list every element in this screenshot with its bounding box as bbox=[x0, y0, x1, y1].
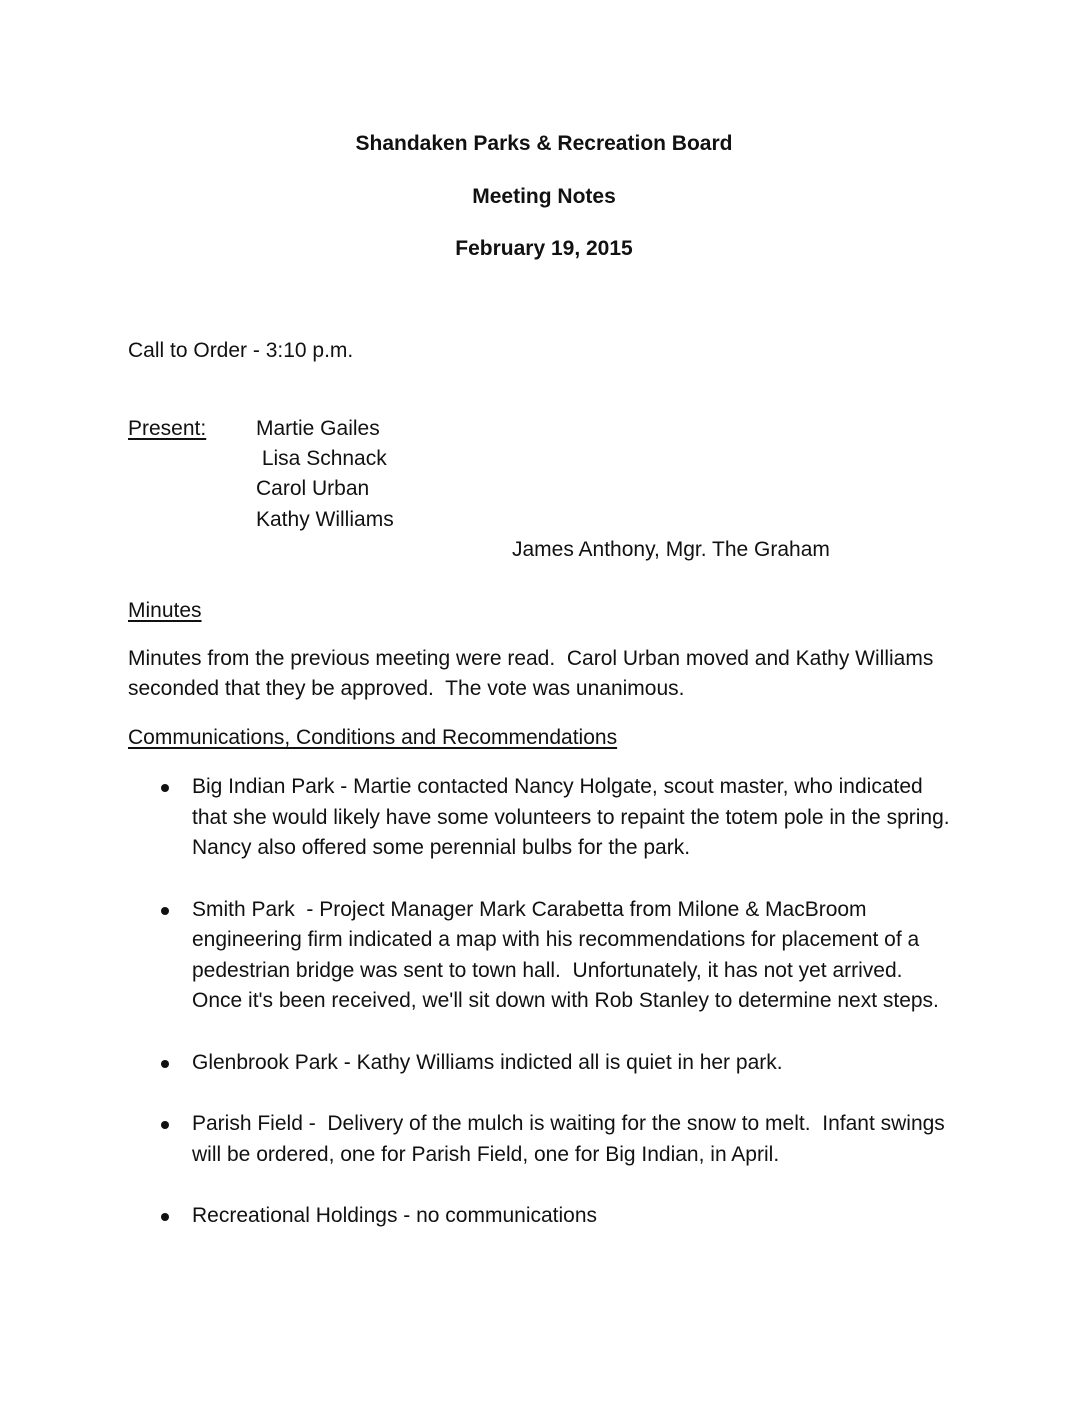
bullet-icon bbox=[161, 1060, 169, 1068]
list-item-text: Parish Field - Delivery of the mulch is waiting for the snow to melt. Infant swings will be ordered, one for Parish Field, one for Big Indian, in April. bbox=[192, 1112, 957, 1166]
bullet-icon bbox=[161, 784, 169, 792]
list-item bbox=[128, 1048, 958, 1079]
present-member: Lisa Schnack bbox=[256, 447, 387, 470]
list-item-text: Recreational Holdings - no communications bbox=[192, 1204, 598, 1227]
present-member: Martie Gailes bbox=[256, 417, 380, 440]
list-item-text: Smith Park - Project Manager Mark Carabetta from Milone & MacBroom engineering firm indicated a map with his recommendations for placement of a pedestrian bridge was sent to town hall. Unfortunately, it has not yet arrived. Once it's been received, we'll sit down with Rob Stanley to determine next steps. bbox=[192, 897, 939, 1012]
list-item bbox=[128, 772, 962, 864]
bullet-icon bbox=[161, 907, 169, 915]
present-guest: James Anthony, Mgr. The Graham bbox=[512, 538, 830, 561]
document-subtitle: Meeting Notes bbox=[472, 185, 616, 208]
communications-heading: Communications, Conditions and Recommendations bbox=[128, 726, 618, 749]
list-item bbox=[128, 1109, 958, 1170]
list-item-text: Big Indian Park - Martie contacted Nancy Holgate, scout master, who indicated that she would likely have some volunteers to repaint the totem pole in the spring. Nancy also offered some perennial bulbs for the park. bbox=[192, 775, 962, 859]
call-to-order: Call to Order - 3:10 p.m. bbox=[128, 339, 354, 362]
minutes-heading: Minutes bbox=[128, 599, 202, 622]
bullet-icon bbox=[161, 1121, 169, 1129]
document-title: Shandaken Parks & Recreation Board bbox=[355, 132, 733, 155]
list-item bbox=[128, 895, 958, 1017]
meeting-date: February 19, 2015 bbox=[455, 237, 633, 260]
present-member: Kathy Williams bbox=[256, 508, 394, 531]
bullet-icon bbox=[161, 1213, 169, 1221]
list-item-text: Glenbrook Park - Kathy Williams indicted all is quiet in her park. bbox=[192, 1050, 783, 1074]
present-label: Present: bbox=[128, 417, 207, 440]
minutes-text: Minutes from the previous meeting were read. Carol Urban moved and Kathy Williams seconded that they be approved. The vote was unanimous. bbox=[128, 647, 940, 700]
communications-list bbox=[128, 772, 962, 1232]
list-item bbox=[128, 1201, 958, 1232]
present-member: Carol Urban bbox=[256, 477, 370, 500]
